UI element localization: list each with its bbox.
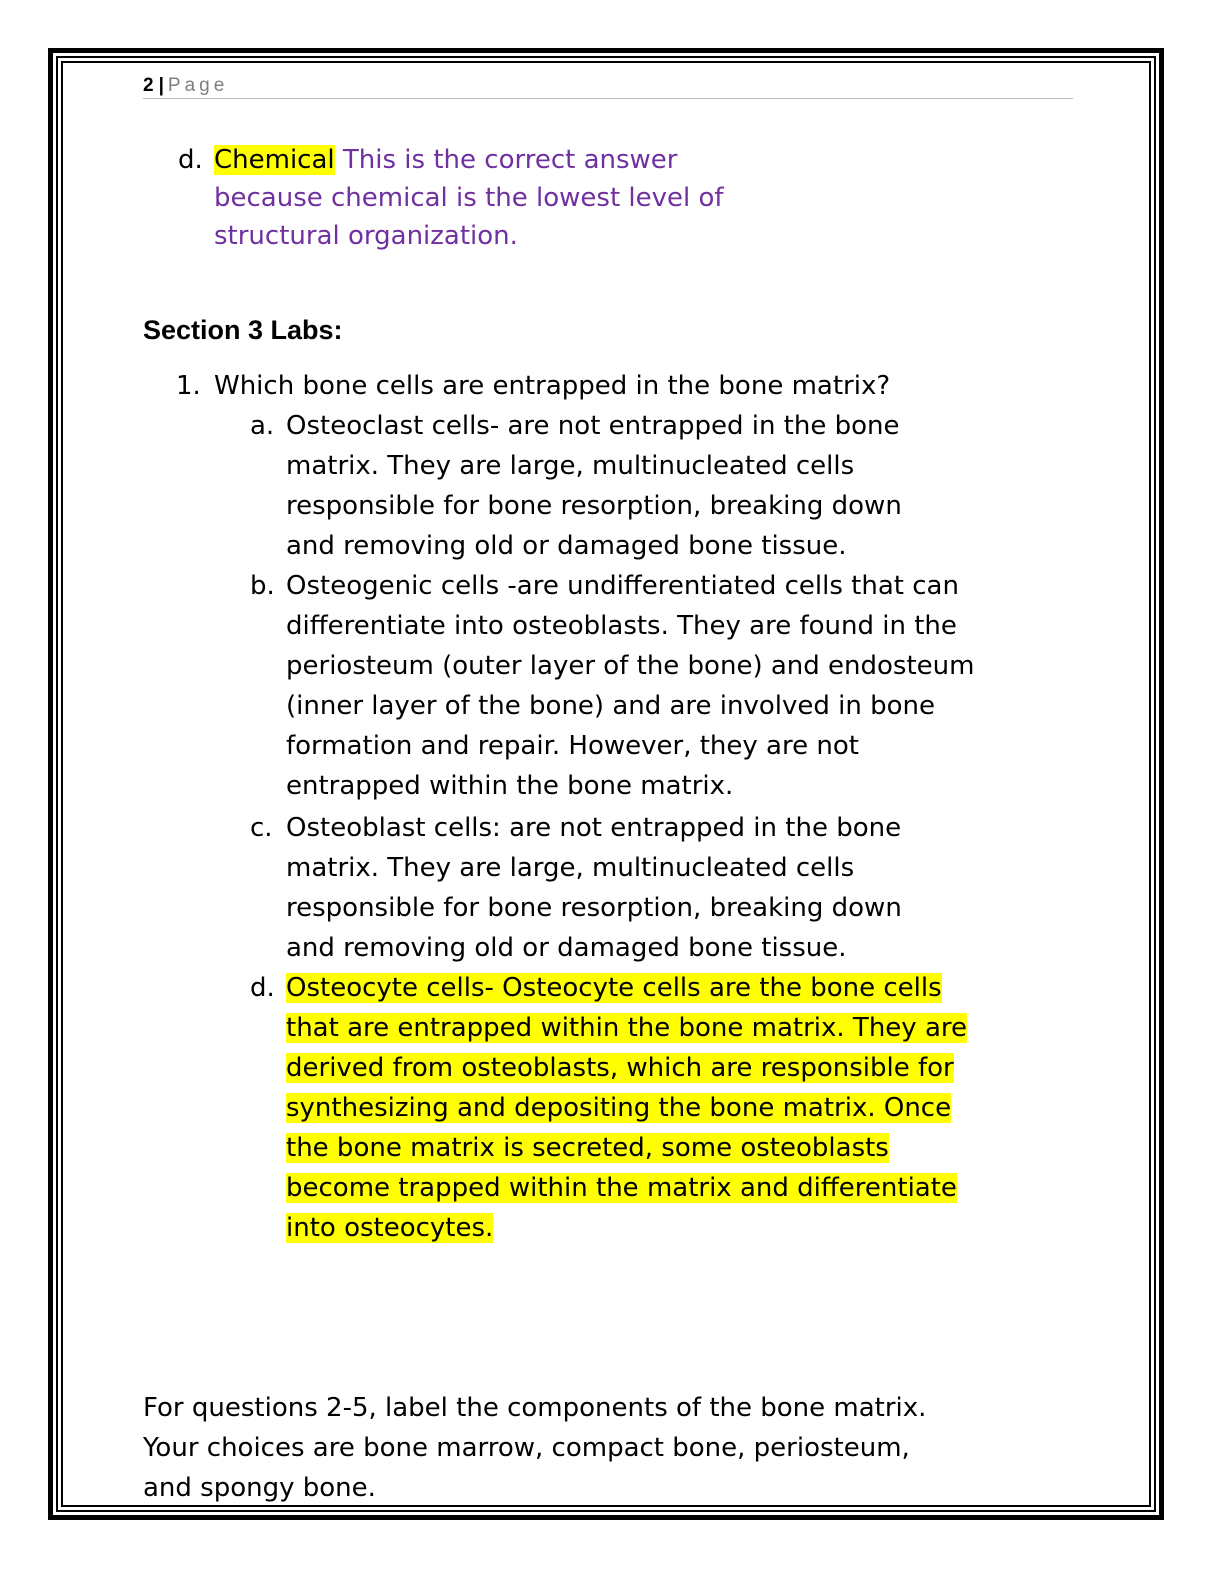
- option-a-marker: a.: [250, 411, 275, 441]
- instructions-line: For questions 2-5, label the components of the bone matrix.: [143, 1393, 927, 1423]
- option-line: differentiate into osteoblasts. They are found in the: [286, 611, 957, 641]
- header-separator: |: [158, 75, 164, 96]
- prev-answer-marker: d.: [178, 145, 203, 175]
- instructions-line: and spongy bone.: [143, 1473, 376, 1503]
- option-line-highlighted: the bone matrix is secreted, some osteoblasts: [286, 1133, 889, 1163]
- prev-answer-highlight: Chemical: [214, 145, 335, 175]
- prev-answer-line: because chemical is the lowest level of: [214, 183, 724, 213]
- option-line: (inner layer of the bone) and are involved in bone: [286, 691, 936, 721]
- option-line-highlighted: into osteocytes.: [286, 1213, 494, 1243]
- option-line-highlighted: Osteocyte cells- Osteocyte cells are the bone cells: [286, 973, 942, 1003]
- option-line: Osteoblast cells: are not entrapped in the bone: [286, 813, 902, 843]
- option-c: [286, 808, 902, 968]
- option-a: [286, 406, 902, 566]
- page-number: 2: [143, 75, 154, 96]
- option-line: responsible for bone resorption, breaking down: [286, 893, 902, 923]
- question-number: 1.: [176, 371, 201, 401]
- option-line-highlighted: synthesizing and depositing the bone matrix. Once: [286, 1093, 952, 1123]
- option-line: Osteogenic cells -are undifferentiated cells that can: [286, 571, 959, 601]
- prev-answer-line: structural organization.: [214, 221, 518, 251]
- option-b-marker: b.: [250, 571, 275, 601]
- prev-answer: [214, 140, 724, 256]
- option-line-highlighted: derived from osteoblasts, which are responsible for: [286, 1053, 954, 1083]
- prev-answer-explanation: This is the correct answer: [334, 145, 678, 175]
- instructions-line: Your choices are bone marrow, compact bone, periosteum,: [143, 1433, 910, 1463]
- option-line-highlighted: become trapped within the matrix and differentiate: [286, 1173, 957, 1203]
- option-b: [286, 566, 974, 806]
- option-d-marker: d.: [250, 973, 275, 1003]
- option-line: and removing old or damaged bone tissue.: [286, 933, 847, 963]
- prev-answer-line: [214, 140, 724, 180]
- option-d: [286, 968, 967, 1248]
- option-line: matrix. They are large, multinucleated cells: [286, 451, 855, 481]
- page-header: [143, 74, 1073, 99]
- option-line: responsible for bone resorption, breaking down: [286, 491, 902, 521]
- section-title: Section 3 Labs:: [143, 315, 343, 345]
- page-label: Page: [167, 75, 229, 96]
- option-line: entrapped within the bone matrix.: [286, 771, 734, 801]
- option-line: formation and repair. However, they are not: [286, 731, 859, 761]
- option-line: Osteoclast cells- are not entrapped in the bone: [286, 411, 900, 441]
- instructions-paragraph: [143, 1388, 926, 1508]
- option-line-highlighted: that are entrapped within the bone matrix. They are: [286, 1013, 967, 1043]
- option-c-marker: c.: [250, 813, 273, 843]
- option-line: matrix. They are large, multinucleated cells: [286, 853, 855, 883]
- option-line: periosteum (outer layer of the bone) and endosteum: [286, 651, 975, 681]
- option-line: and removing old or damaged bone tissue.: [286, 531, 847, 561]
- question-text: Which bone cells are entrapped in the bone matrix?: [214, 371, 891, 401]
